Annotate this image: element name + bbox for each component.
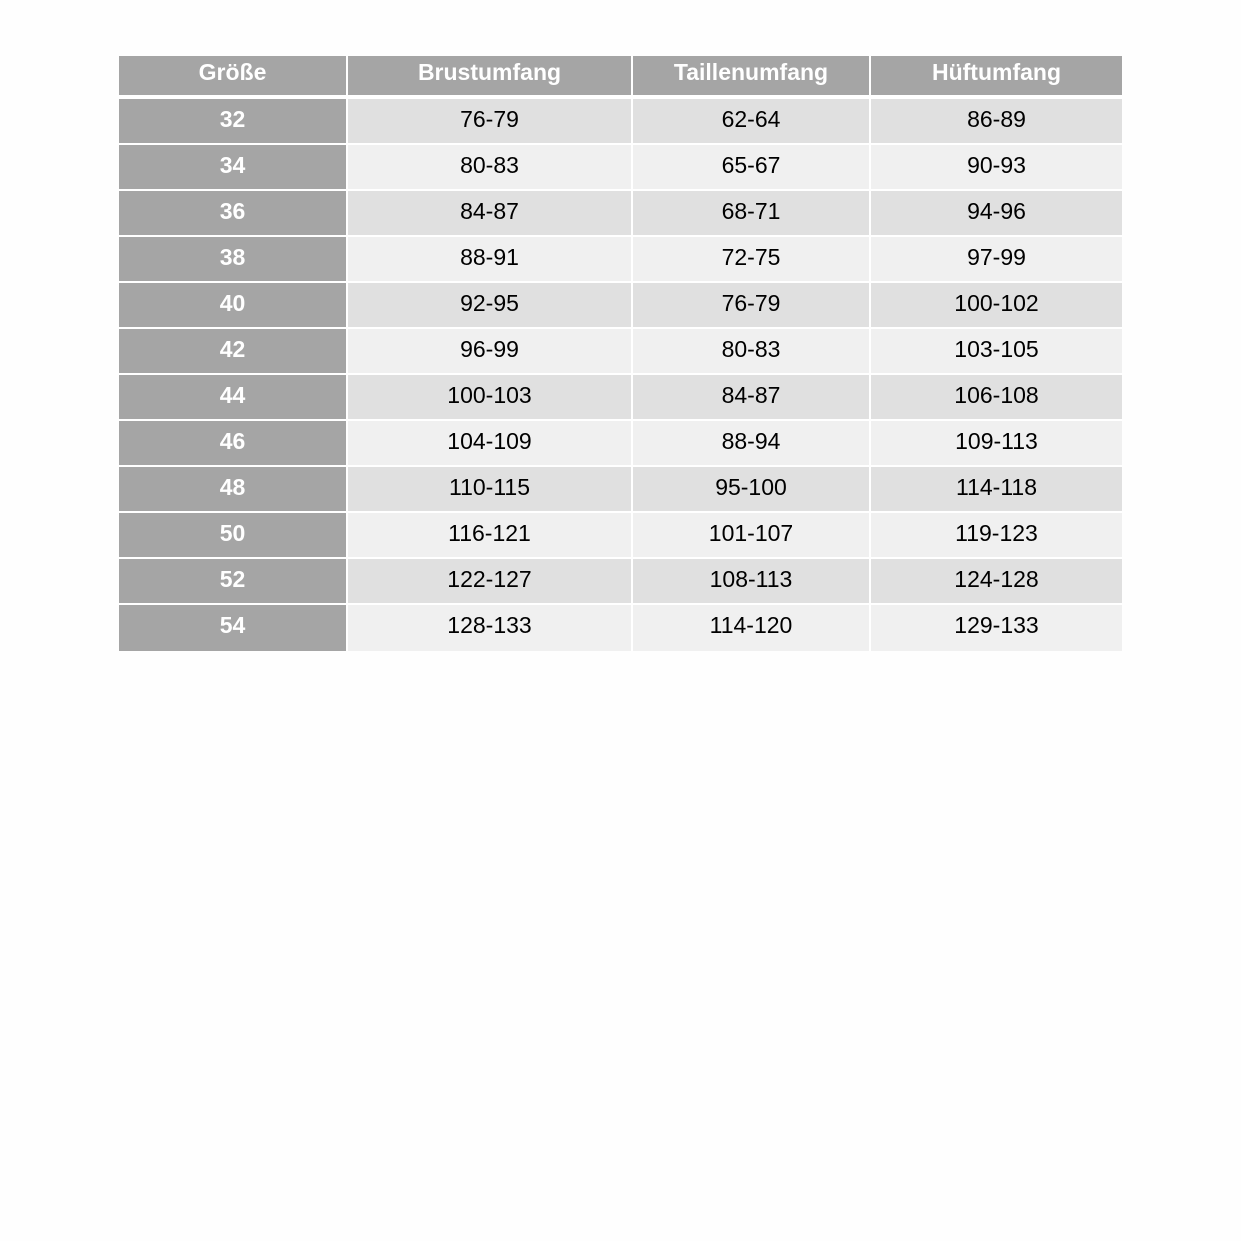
table-row <box>119 237 1122 283</box>
header-chest: Brustumfang <box>348 56 633 99</box>
waist-cell: 76-79 <box>633 283 871 329</box>
waist-cell: 72-75 <box>633 237 871 283</box>
size-cell: 52 <box>119 559 348 605</box>
waist-cell: 80-83 <box>633 329 871 375</box>
table-header <box>119 56 1122 99</box>
size-cell: 38 <box>119 237 348 283</box>
size-cell: 48 <box>119 467 348 513</box>
header-size: Größe <box>119 56 348 99</box>
waist-cell: 108-113 <box>633 559 871 605</box>
table-row <box>119 559 1122 605</box>
size-cell: 36 <box>119 191 348 237</box>
hip-cell: 109-113 <box>871 421 1122 467</box>
table-row <box>119 145 1122 191</box>
size-cell: 32 <box>119 99 348 145</box>
table-row <box>119 191 1122 237</box>
header-hip: Hüftumfang <box>871 56 1122 99</box>
size-cell: 34 <box>119 145 348 191</box>
chest-cell: 128-133 <box>348 605 633 651</box>
chest-cell: 84-87 <box>348 191 633 237</box>
hip-cell: 119-123 <box>871 513 1122 559</box>
chest-cell: 92-95 <box>348 283 633 329</box>
waist-cell: 95-100 <box>633 467 871 513</box>
chest-cell: 116-121 <box>348 513 633 559</box>
hip-cell: 94-96 <box>871 191 1122 237</box>
hip-cell: 114-118 <box>871 467 1122 513</box>
table-row <box>119 329 1122 375</box>
hip-cell: 124-128 <box>871 559 1122 605</box>
header-row <box>119 56 1122 99</box>
chest-cell: 122-127 <box>348 559 633 605</box>
table-row <box>119 605 1122 651</box>
size-cell: 54 <box>119 605 348 651</box>
size-chart-table <box>119 56 1122 651</box>
table-row <box>119 99 1122 145</box>
size-cell: 40 <box>119 283 348 329</box>
hip-cell: 86-89 <box>871 99 1122 145</box>
hip-cell: 103-105 <box>871 329 1122 375</box>
waist-cell: 84-87 <box>633 375 871 421</box>
table-row <box>119 283 1122 329</box>
size-cell: 50 <box>119 513 348 559</box>
hip-cell: 129-133 <box>871 605 1122 651</box>
table-row <box>119 375 1122 421</box>
waist-cell: 62-64 <box>633 99 871 145</box>
hip-cell: 106-108 <box>871 375 1122 421</box>
chest-cell: 96-99 <box>348 329 633 375</box>
chest-cell: 100-103 <box>348 375 633 421</box>
chest-cell: 76-79 <box>348 99 633 145</box>
table-row <box>119 421 1122 467</box>
table-row <box>119 513 1122 559</box>
table-body <box>119 99 1122 651</box>
hip-cell: 97-99 <box>871 237 1122 283</box>
size-cell: 44 <box>119 375 348 421</box>
waist-cell: 68-71 <box>633 191 871 237</box>
size-cell: 42 <box>119 329 348 375</box>
hip-cell: 100-102 <box>871 283 1122 329</box>
table-row <box>119 467 1122 513</box>
waist-cell: 101-107 <box>633 513 871 559</box>
waist-cell: 88-94 <box>633 421 871 467</box>
chest-cell: 110-115 <box>348 467 633 513</box>
waist-cell: 65-67 <box>633 145 871 191</box>
hip-cell: 90-93 <box>871 145 1122 191</box>
size-cell: 46 <box>119 421 348 467</box>
chest-cell: 80-83 <box>348 145 633 191</box>
chest-cell: 104-109 <box>348 421 633 467</box>
header-waist: Taillenumfang <box>633 56 871 99</box>
waist-cell: 114-120 <box>633 605 871 651</box>
chest-cell: 88-91 <box>348 237 633 283</box>
